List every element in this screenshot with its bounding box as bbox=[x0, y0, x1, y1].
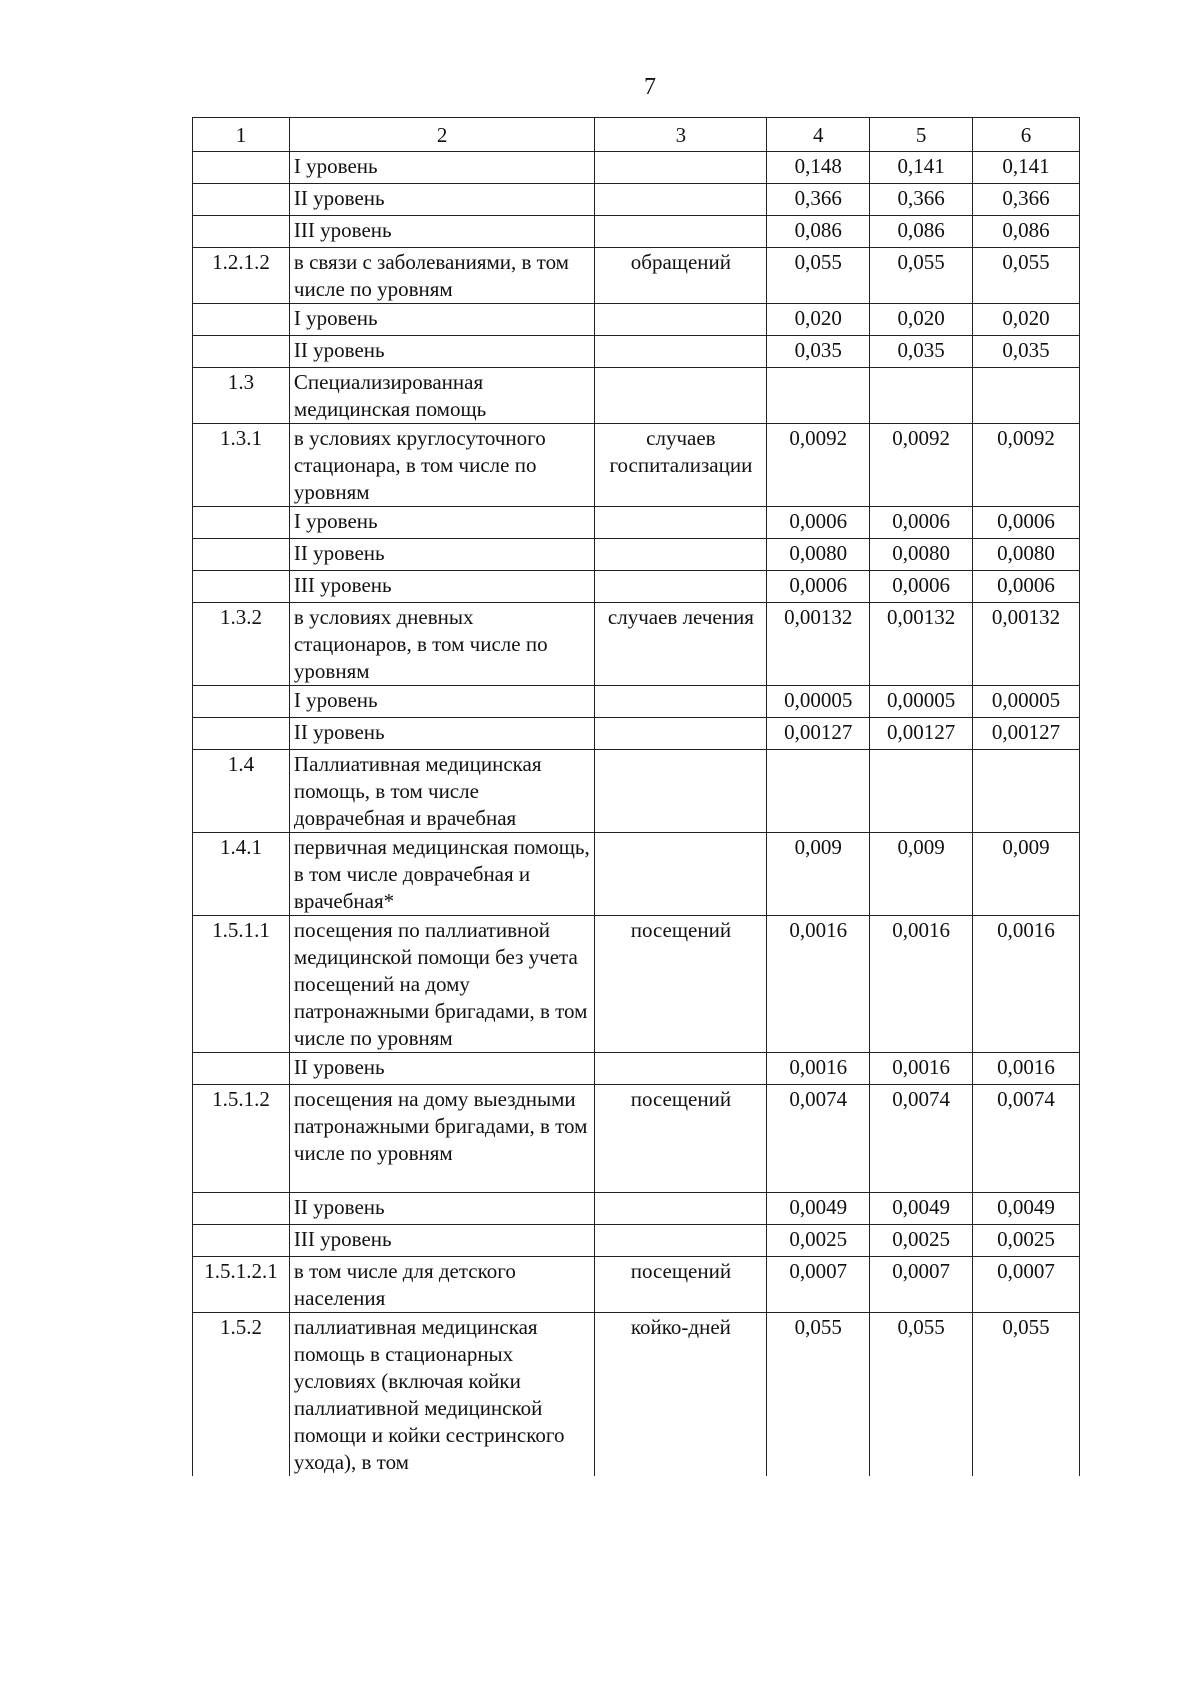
row-unit: посещений bbox=[595, 1257, 767, 1313]
row-name: посещения на дому выездными патронажными бригадами, в том числе по уровням bbox=[289, 1085, 595, 1193]
row-unit: посещений bbox=[595, 916, 767, 1053]
table-row bbox=[193, 1225, 1080, 1257]
row-unit bbox=[595, 1193, 767, 1225]
row-value-5: 0,0016 bbox=[870, 916, 973, 1053]
row-number bbox=[193, 1193, 290, 1225]
row-value-6: 0,0006 bbox=[973, 571, 1080, 603]
table-row bbox=[193, 424, 1080, 507]
row-value-4: 0,0049 bbox=[767, 1193, 870, 1225]
row-value-5 bbox=[870, 368, 973, 424]
row-name: Специализированная медицинская помощь bbox=[289, 368, 595, 424]
row-value-6: 0,00005 bbox=[973, 686, 1080, 718]
row-value-6: 0,0016 bbox=[973, 916, 1080, 1053]
row-value-4: 0,0007 bbox=[767, 1257, 870, 1313]
row-value-5: 0,0074 bbox=[870, 1085, 973, 1193]
table-row bbox=[193, 216, 1080, 248]
row-value-6: 0,035 bbox=[973, 336, 1080, 368]
table-row bbox=[193, 539, 1080, 571]
data-table bbox=[192, 117, 1080, 1476]
header-cell-1: 1 bbox=[193, 118, 290, 152]
row-value-4: 0,00132 bbox=[767, 603, 870, 686]
row-number: 1.4 bbox=[193, 750, 290, 833]
table-row bbox=[193, 248, 1080, 304]
row-unit bbox=[595, 571, 767, 603]
row-value-5: 0,00127 bbox=[870, 718, 973, 750]
row-name: I уровень bbox=[289, 152, 595, 184]
row-value-4: 0,0025 bbox=[767, 1225, 870, 1257]
row-value-6: 0,055 bbox=[973, 248, 1080, 304]
row-value-6: 0,00127 bbox=[973, 718, 1080, 750]
header-row bbox=[193, 118, 1080, 152]
row-name: первичная медицинская помощь, в том числе доврачебная и врачебная* bbox=[289, 833, 595, 916]
row-value-4: 0,0074 bbox=[767, 1085, 870, 1193]
row-value-5: 0,0016 bbox=[870, 1053, 973, 1085]
row-number bbox=[193, 571, 290, 603]
row-value-6: 0,020 bbox=[973, 304, 1080, 336]
row-unit: койко-дней bbox=[595, 1313, 767, 1477]
row-value-4: 0,020 bbox=[767, 304, 870, 336]
table-row bbox=[193, 750, 1080, 833]
row-value-5 bbox=[870, 750, 973, 833]
table-row bbox=[193, 184, 1080, 216]
row-value-4: 0,0006 bbox=[767, 571, 870, 603]
row-value-5: 0,055 bbox=[870, 1313, 973, 1477]
row-name: в связи с заболеваниями, в том числе по уровням bbox=[289, 248, 595, 304]
row-unit bbox=[595, 216, 767, 248]
row-name: II уровень bbox=[289, 336, 595, 368]
row-value-6: 0,0074 bbox=[973, 1085, 1080, 1193]
table-row bbox=[193, 152, 1080, 184]
row-value-6: 0,0025 bbox=[973, 1225, 1080, 1257]
row-value-6 bbox=[973, 368, 1080, 424]
table-row bbox=[193, 686, 1080, 718]
row-value-4: 0,148 bbox=[767, 152, 870, 184]
table-row bbox=[193, 1257, 1080, 1313]
row-number bbox=[193, 304, 290, 336]
row-name: II уровень bbox=[289, 1053, 595, 1085]
row-number bbox=[193, 718, 290, 750]
row-number bbox=[193, 686, 290, 718]
row-unit bbox=[595, 539, 767, 571]
table-row bbox=[193, 304, 1080, 336]
row-number bbox=[193, 1225, 290, 1257]
header-cell-6: 6 bbox=[973, 118, 1080, 152]
row-unit bbox=[595, 184, 767, 216]
row-number: 1.5.1.2 bbox=[193, 1085, 290, 1193]
row-value-5: 0,020 bbox=[870, 304, 973, 336]
header-cell-3: 3 bbox=[595, 118, 767, 152]
row-value-5: 0,0049 bbox=[870, 1193, 973, 1225]
row-unit: случаев госпитализации bbox=[595, 424, 767, 507]
row-value-5: 0,055 bbox=[870, 248, 973, 304]
row-value-5: 0,0007 bbox=[870, 1257, 973, 1313]
row-value-6: 0,0016 bbox=[973, 1053, 1080, 1085]
row-unit bbox=[595, 1225, 767, 1257]
row-name: I уровень bbox=[289, 507, 595, 539]
row-value-4: 0,00005 bbox=[767, 686, 870, 718]
table-row bbox=[193, 1313, 1080, 1477]
row-value-6: 0,0080 bbox=[973, 539, 1080, 571]
row-value-4 bbox=[767, 368, 870, 424]
row-value-4: 0,055 bbox=[767, 1313, 870, 1477]
row-name: I уровень bbox=[289, 304, 595, 336]
row-value-4: 0,0080 bbox=[767, 539, 870, 571]
header-cell-4: 4 bbox=[767, 118, 870, 152]
row-number: 1.4.1 bbox=[193, 833, 290, 916]
row-value-4: 0,0092 bbox=[767, 424, 870, 507]
row-value-6: 0,366 bbox=[973, 184, 1080, 216]
row-unit: случаев лечения bbox=[595, 603, 767, 686]
row-value-5: 0,009 bbox=[870, 833, 973, 916]
row-number: 1.2.1.2 bbox=[193, 248, 290, 304]
row-number: 1.5.1.2.1 bbox=[193, 1257, 290, 1313]
row-name: посещения по паллиативной медицинской помощи без учета посещений на дому патронажными бригадами, в том числе по уровням bbox=[289, 916, 595, 1053]
table-row bbox=[193, 336, 1080, 368]
row-unit: обращений bbox=[595, 248, 767, 304]
page-number: 7 bbox=[644, 74, 656, 100]
row-value-6 bbox=[973, 750, 1080, 833]
row-value-5: 0,035 bbox=[870, 336, 973, 368]
row-unit bbox=[595, 152, 767, 184]
row-unit bbox=[595, 1053, 767, 1085]
row-value-4: 0,00127 bbox=[767, 718, 870, 750]
table-row bbox=[193, 603, 1080, 686]
row-value-6: 0,055 bbox=[973, 1313, 1080, 1477]
row-value-4: 0,009 bbox=[767, 833, 870, 916]
row-unit: посещений bbox=[595, 1085, 767, 1193]
row-unit bbox=[595, 833, 767, 916]
row-value-4: 0,086 bbox=[767, 216, 870, 248]
row-value-5: 0,0006 bbox=[870, 507, 973, 539]
table-row bbox=[193, 1193, 1080, 1225]
row-name: в том числе для детского населения bbox=[289, 1257, 595, 1313]
row-number: 1.5.2 bbox=[193, 1313, 290, 1477]
table-container bbox=[0, 117, 1200, 1476]
row-name: II уровень bbox=[289, 184, 595, 216]
row-number: 1.3.1 bbox=[193, 424, 290, 507]
row-value-6: 0,141 bbox=[973, 152, 1080, 184]
row-number: 1.3 bbox=[193, 368, 290, 424]
table-row bbox=[193, 571, 1080, 603]
table-row bbox=[193, 1053, 1080, 1085]
row-unit bbox=[595, 336, 767, 368]
row-number bbox=[193, 507, 290, 539]
row-value-5: 0,0025 bbox=[870, 1225, 973, 1257]
row-name: II уровень bbox=[289, 718, 595, 750]
row-value-6: 0,0007 bbox=[973, 1257, 1080, 1313]
row-value-4: 0,035 bbox=[767, 336, 870, 368]
row-value-5: 0,0092 bbox=[870, 424, 973, 507]
row-value-6: 0,086 bbox=[973, 216, 1080, 248]
row-value-6: 0,0092 bbox=[973, 424, 1080, 507]
row-value-5: 0,086 bbox=[870, 216, 973, 248]
row-value-5: 0,00132 bbox=[870, 603, 973, 686]
row-value-4: 0,055 bbox=[767, 248, 870, 304]
row-value-4 bbox=[767, 750, 870, 833]
row-value-5: 0,0080 bbox=[870, 539, 973, 571]
header-cell-5: 5 bbox=[870, 118, 973, 152]
row-value-4: 0,366 bbox=[767, 184, 870, 216]
row-name: I уровень bbox=[289, 686, 595, 718]
row-number bbox=[193, 336, 290, 368]
row-number: 1.3.2 bbox=[193, 603, 290, 686]
row-name: паллиативная медицинская помощь в стационарных условиях (включая койки паллиативной медицинской помощи и койки сестринского ухода), в том bbox=[289, 1313, 595, 1477]
table-body bbox=[193, 118, 1080, 1477]
row-value-4: 0,0006 bbox=[767, 507, 870, 539]
table-row bbox=[193, 368, 1080, 424]
table-row bbox=[193, 916, 1080, 1053]
row-value-5: 0,0006 bbox=[870, 571, 973, 603]
row-name: III уровень bbox=[289, 1225, 595, 1257]
row-number bbox=[193, 539, 290, 571]
row-number: 1.5.1.1 bbox=[193, 916, 290, 1053]
row-value-6: 0,0049 bbox=[973, 1193, 1080, 1225]
row-value-6: 0,009 bbox=[973, 833, 1080, 916]
row-number bbox=[193, 1053, 290, 1085]
row-name: III уровень bbox=[289, 216, 595, 248]
table-row bbox=[193, 833, 1080, 916]
row-unit bbox=[595, 686, 767, 718]
row-name: III уровень bbox=[289, 571, 595, 603]
row-value-5: 0,366 bbox=[870, 184, 973, 216]
header-cell-2: 2 bbox=[289, 118, 595, 152]
row-unit bbox=[595, 750, 767, 833]
row-name: II уровень bbox=[289, 539, 595, 571]
row-number bbox=[193, 152, 290, 184]
row-unit bbox=[595, 718, 767, 750]
table-row bbox=[193, 718, 1080, 750]
row-name: в условиях круглосуточного стационара, в том числе по уровням bbox=[289, 424, 595, 507]
row-unit bbox=[595, 304, 767, 336]
row-value-5: 0,00005 bbox=[870, 686, 973, 718]
row-unit bbox=[595, 507, 767, 539]
row-value-4: 0,0016 bbox=[767, 916, 870, 1053]
row-unit bbox=[595, 368, 767, 424]
table-row bbox=[193, 1085, 1080, 1193]
row-value-6: 0,0006 bbox=[973, 507, 1080, 539]
row-value-6: 0,00132 bbox=[973, 603, 1080, 686]
row-number bbox=[193, 184, 290, 216]
row-value-5: 0,141 bbox=[870, 152, 973, 184]
row-number bbox=[193, 216, 290, 248]
row-value-4: 0,0016 bbox=[767, 1053, 870, 1085]
row-name: II уровень bbox=[289, 1193, 595, 1225]
row-name: в условиях дневных стационаров, в том числе по уровням bbox=[289, 603, 595, 686]
row-name: Паллиативная медицинская помощь, в том числе доврачебная и врачебная bbox=[289, 750, 595, 833]
table-row bbox=[193, 507, 1080, 539]
